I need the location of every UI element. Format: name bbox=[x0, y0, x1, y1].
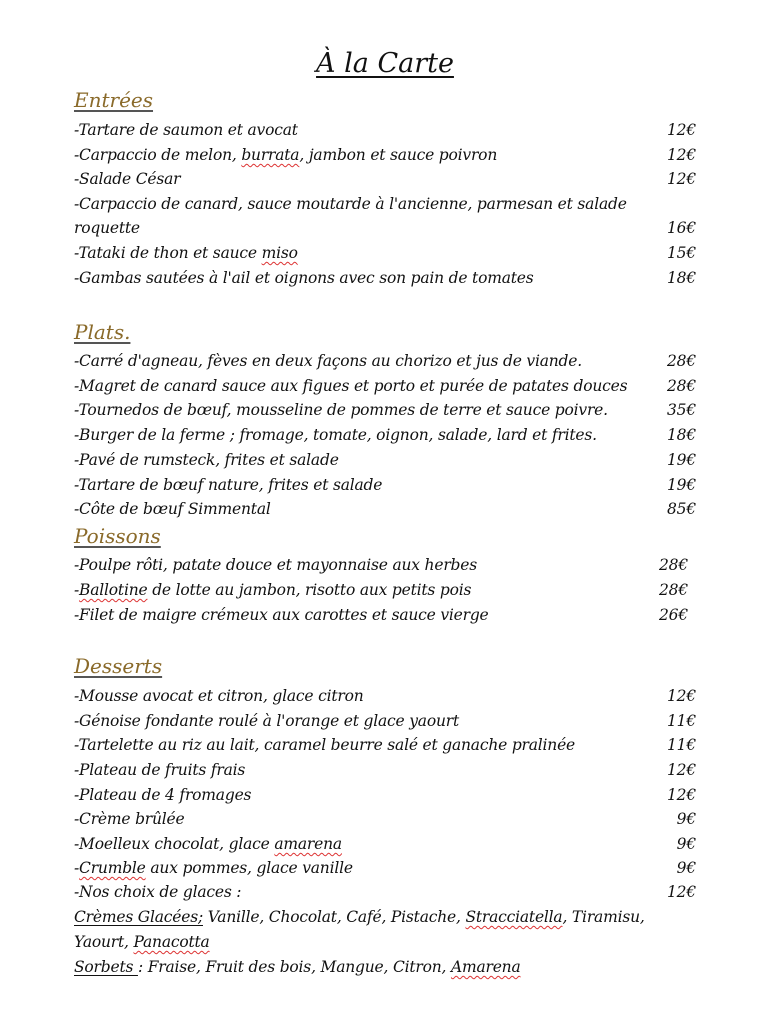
item-name-part: - bbox=[74, 859, 80, 877]
section-heading-plats: Plats. bbox=[74, 320, 131, 344]
item-name bbox=[74, 832, 342, 856]
item-price: 16€ bbox=[667, 219, 696, 237]
item-name: -Filet de maigre crémeux aux carottes et sauce vierge bbox=[74, 606, 489, 624]
menu-item bbox=[74, 807, 696, 831]
item-name: -Carré d'agneau, fèves en deux façons au chorizo et jus de viande. bbox=[74, 352, 582, 370]
item-name bbox=[74, 143, 497, 167]
menu-item bbox=[74, 553, 696, 577]
menu-item bbox=[74, 880, 696, 904]
item-price: 26€ bbox=[659, 606, 688, 624]
item-name: -Pavé de rumsteck, frites et salade bbox=[74, 451, 339, 469]
menu-item bbox=[74, 423, 696, 447]
menu-item bbox=[74, 832, 696, 856]
item-name: -Tartare de bœuf nature, frites et salade bbox=[74, 476, 383, 494]
item-price: 11€ bbox=[667, 712, 696, 730]
item-price: 28€ bbox=[659, 556, 688, 574]
sorbets-label: Sorbets bbox=[74, 958, 138, 976]
item-price: 11€ bbox=[667, 736, 696, 754]
menu-item bbox=[74, 497, 696, 521]
menu-item bbox=[74, 143, 696, 167]
spellcheck-word: Amarena bbox=[450, 958, 521, 976]
menu-item bbox=[74, 856, 696, 880]
flavors-text: : Fraise, Fruit des bois, Mangue, Citron, bbox=[137, 958, 451, 976]
item-name-part: de lotte au jambon, risotto aux petits pois bbox=[147, 581, 472, 599]
item-price: 9€ bbox=[676, 810, 696, 828]
item-name: -Salade César bbox=[74, 170, 181, 188]
item-price: 19€ bbox=[667, 476, 696, 494]
item-name-line2: roquette bbox=[74, 219, 140, 237]
item-price: 12€ bbox=[667, 170, 696, 188]
menu-item bbox=[74, 733, 696, 757]
item-name: -Nos choix de glaces : bbox=[74, 883, 242, 901]
item-price: 35€ bbox=[667, 401, 696, 419]
item-price: 28€ bbox=[667, 377, 696, 395]
spellcheck-word: Stracciatella bbox=[465, 908, 563, 926]
menu-item bbox=[74, 349, 696, 373]
item-price: 12€ bbox=[667, 883, 696, 901]
item-price: 12€ bbox=[667, 146, 696, 164]
item-name: -Plateau de 4 fromages bbox=[74, 786, 252, 804]
item-name: -Tartare de saumon et avocat bbox=[74, 121, 298, 139]
item-price: 9€ bbox=[676, 835, 696, 853]
section-heading-entrees: Entrées bbox=[74, 88, 154, 112]
item-name: -Côte de bœuf Simmental bbox=[74, 500, 271, 518]
menu-item bbox=[74, 578, 696, 602]
ice-cream-flavors bbox=[74, 905, 645, 929]
menu-item bbox=[74, 192, 696, 216]
item-name: -Gambas sautées à l'ail et oignons avec son pain de tomates bbox=[74, 269, 534, 287]
item-name bbox=[74, 241, 298, 265]
item-price: 18€ bbox=[667, 426, 696, 444]
ice-cream-flavors-line2 bbox=[74, 930, 210, 954]
menu-item bbox=[74, 398, 696, 422]
item-price: 18€ bbox=[667, 269, 696, 287]
spellcheck-word: Crumble bbox=[79, 859, 146, 877]
item-price: 12€ bbox=[667, 761, 696, 779]
item-name: -Tartelette au riz au lait, caramel beurre salé et ganache pralinée bbox=[74, 736, 576, 754]
item-name-part: - bbox=[74, 581, 80, 599]
item-name: -Tournedos de bœuf, mousseline de pommes de terre et sauce poivre. bbox=[74, 401, 608, 419]
spellcheck-word: Panacotta bbox=[133, 933, 210, 951]
menu-item-continued bbox=[74, 216, 696, 240]
item-price: 12€ bbox=[667, 687, 696, 705]
item-name-part: -Tataki de thon et sauce bbox=[74, 244, 262, 262]
item-price: 12€ bbox=[667, 121, 696, 139]
flavors-text: Yaourt, bbox=[74, 933, 134, 951]
item-price: 28€ bbox=[667, 352, 696, 370]
item-name: -Burger de la ferme ; fromage, tomate, oignon, salade, lard et frites. bbox=[74, 426, 597, 444]
item-name-part: aux pommes, glace vanille bbox=[145, 859, 353, 877]
spellcheck-word: miso bbox=[261, 244, 298, 262]
menu-item bbox=[74, 783, 696, 807]
menu-item bbox=[74, 241, 696, 265]
menu-item bbox=[74, 448, 696, 472]
item-price: 85€ bbox=[667, 500, 696, 518]
section-heading-desserts: Desserts bbox=[74, 654, 163, 678]
menu-item bbox=[74, 266, 696, 290]
menu-item bbox=[74, 603, 696, 627]
spellcheck-word: burrata bbox=[241, 146, 300, 164]
page-title: À la Carte bbox=[316, 48, 454, 79]
flavors-text: Vanille, Chocolat, Café, Pistache, bbox=[202, 908, 466, 926]
item-price: 28€ bbox=[659, 581, 688, 599]
item-name-part: -Moelleux chocolat, glace bbox=[74, 835, 275, 853]
item-price: 19€ bbox=[667, 451, 696, 469]
section-heading-poissons: Poissons bbox=[74, 524, 161, 548]
item-name bbox=[74, 578, 471, 602]
item-name: -Génoise fondante roulé à l'orange et glace yaourt bbox=[74, 712, 459, 730]
menu-item bbox=[74, 374, 696, 398]
item-name: -Carpaccio de canard, sauce moutarde à l'ancienne, parmesan et salade bbox=[74, 195, 627, 213]
menu-item bbox=[74, 118, 696, 142]
item-price: 15€ bbox=[667, 244, 696, 262]
item-name-part: -Carpaccio de melon, bbox=[74, 146, 242, 164]
cremes-glacees-label: Crèmes Glacées; bbox=[74, 908, 203, 926]
menu-item bbox=[74, 758, 696, 782]
menu-item bbox=[74, 167, 696, 191]
spellcheck-word: amarena bbox=[274, 835, 342, 853]
sorbet-flavors bbox=[74, 955, 521, 979]
item-name: -Plateau de fruits frais bbox=[74, 761, 246, 779]
menu-item bbox=[74, 473, 696, 497]
menu-item bbox=[74, 709, 696, 733]
menu-item bbox=[74, 684, 696, 708]
item-name bbox=[74, 856, 353, 880]
item-name: -Crème brûlée bbox=[74, 810, 185, 828]
item-price: 9€ bbox=[676, 859, 696, 877]
item-name: -Magret de canard sauce aux figues et porto et purée de patates douces bbox=[74, 377, 628, 395]
spellcheck-word: Ballotine bbox=[79, 581, 148, 599]
item-price: 12€ bbox=[667, 786, 696, 804]
item-name: -Mousse avocat et citron, glace citron bbox=[74, 687, 364, 705]
item-name: -Poulpe rôti, patate douce et mayonnaise aux herbes bbox=[74, 556, 477, 574]
flavors-text: , Tiramisu, bbox=[562, 908, 645, 926]
item-name-part: , jambon et sauce poivron bbox=[299, 146, 498, 164]
